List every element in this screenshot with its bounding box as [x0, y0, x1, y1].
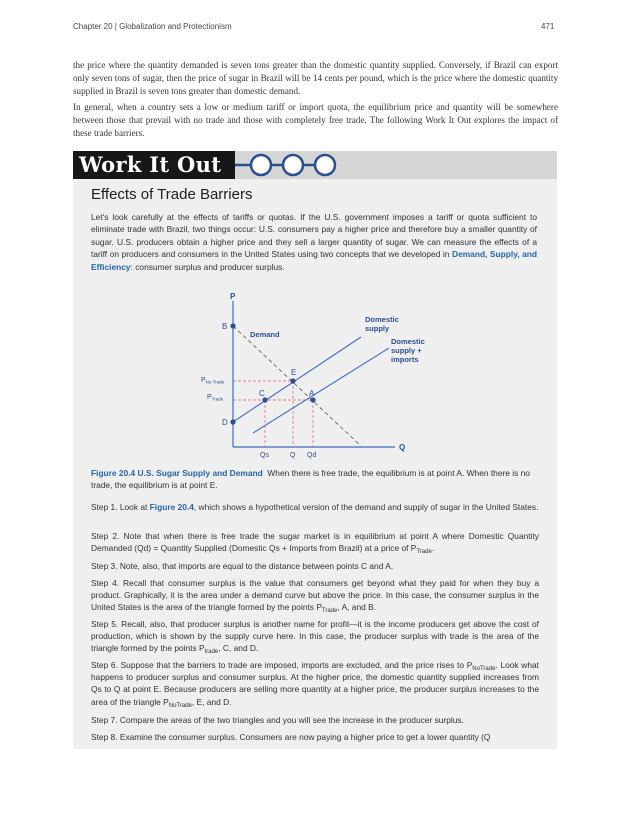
y-axis-label: P [230, 292, 236, 301]
step-2-sub: Trade [416, 549, 432, 556]
label-a: A [309, 389, 315, 398]
point-a [310, 397, 315, 402]
step-1-text-b: , which shows a hypothetical version of the demand and supply of sugar in the United States. [193, 502, 539, 512]
step-4-text-b: , A, and B. [337, 602, 377, 613]
step-4-text-a: Step 4. Recall that consumer surplus is the value that consumers get beyond what they paid for when they buy a product. Graphically, it is the area under a demand curve but above the price. In this case, the consumer surplus in the United States is the area of the triangle formed by the points P [91, 578, 539, 613]
link-figure-20-4[interactable]: Figure 20.4 [149, 502, 194, 512]
demand-curve [233, 326, 361, 446]
curve-label-demand: Demand [250, 330, 280, 339]
point-c [262, 397, 267, 402]
work-it-out-box [73, 151, 557, 749]
step-2 [91, 530, 539, 554]
x-axis-label: Q [399, 443, 406, 452]
step-7: Step 7. Compare the areas of the two triangles and you will see the increase in the producer surplus. [91, 715, 464, 725]
tick-qd: Qd [307, 452, 317, 459]
curve-label-supply-imports-2: supply + [391, 346, 422, 355]
running-header: Chapter 20 | Globalization and Protectionism [73, 22, 232, 31]
label-e: E [291, 368, 297, 377]
step-6 [91, 659, 539, 708]
step-1-text-a: Step 1. Look at [91, 502, 150, 512]
figure-caption-label: Figure 20.4 U.S. Sugar Supply and Demand [91, 468, 263, 478]
step-6-text-a: Step 6. Suppose that the barriers to trade are imposed, imports are excluded, and the price rises to P [91, 660, 473, 670]
curve-label-supply-imports-3: imports [391, 355, 419, 364]
label-c: C [259, 389, 265, 398]
work-it-out-title: Effects of Trade Barriers [91, 186, 253, 203]
work-it-out-banner [73, 151, 557, 179]
curve-label-domestic-supply-1: Domestic [365, 315, 399, 324]
curve-label-supply-imports-1: Domestic [391, 337, 425, 346]
step-5-text-b: , C, and D. [218, 643, 259, 654]
body-paragraph-1: the price where the quantity demanded is seven tons greater than the domestic quantity supplied. Conversely, if Brazil can export only seven tons of sugar, then the price of sugar in Brazil will be 14 cents per pound, which is the price where the domestic quantity supplied in Brazil is seven tons greater than domestic demand. [73, 60, 558, 96]
domestic-supply-curve [233, 337, 361, 422]
step-5 [91, 618, 539, 655]
tick-p-trade-main: P [207, 394, 212, 401]
step-5-text-a: Step 5. Recall, also, that producer surplus is another name for profit—it is the income producers get above the cost of production, which is shown by the supply curve here. In this case, the producer surplus with trade is the area of the triangle formed by the points P [91, 619, 539, 654]
curve-label-domestic-supply-2: supply [365, 324, 390, 333]
point-d [230, 419, 235, 424]
intro-text-b: : consumer surplus and producer surplus. [130, 261, 285, 272]
step-1 [91, 501, 539, 513]
tick-p-trade [207, 394, 224, 402]
intro-text-a: Let's look carefully at the effects of tariffs or quotas. If the U.S. government imposes a tariff or quota sufficient to eliminate trade with Brazil, two things occur: U.S. consumers pay a higher price and therefore buy a smaller quantity of sugar. U.S. producers obtain a higher price and they sell a larger quantity of sugar. We can measure the effects of a tariff on producers and consumers in the United States using two concepts that we developed in [91, 212, 537, 260]
figure-caption [91, 468, 541, 491]
page-number: 471 [541, 22, 555, 31]
work-it-out-label: Work It Out [73, 151, 235, 179]
label-d: D [222, 418, 228, 427]
step-6-text-b: . Look what happens to producer surplus and consumer surplus. At the higher price, the domestic quantity supplied increases from Qs to Q at point E. Because producers are selling more quantity at a higher price, the producer surplus increases to the area of the triangle P [91, 660, 539, 707]
link-demand-supply-efficiency[interactable]: Demand, Supply, and Efficiency [91, 249, 538, 272]
tick-p-no-trade-main: P [201, 377, 206, 384]
body-paragraph-2: In general, when a country sets a low or medium tariff or import quota, the equilibrium price and quantity will be somewhere between those that prevail with no trade and those with completely free trade. The following Work It Out explores the impact of these trade barriers. [73, 102, 558, 138]
tick-p-no-trade [201, 377, 225, 385]
point-b [230, 323, 235, 328]
step-2-text-a: Step 2. Note that when there is free trade the sugar market is in equilibrium at point A where Domestic Quantity Demanded (Qd) = Quantity Supplied (Domestic Qs + Imports from Brazil) at a price of P [91, 531, 539, 554]
tick-p-trade-sub: Trade [211, 396, 224, 402]
step-2-text-b: . [431, 543, 435, 554]
label-b: B [222, 322, 228, 331]
step-3: Step 3. Note, also, that imports are equal to the distance between points C and A. [91, 561, 394, 571]
step-6-sub-1: NoTrade [472, 666, 496, 672]
step-8: Step 8. Examine the consumer surplus. Consumers are now paying a higher price to get a lower quantity (Q [91, 732, 491, 742]
step-5-sub: trade [204, 649, 219, 656]
point-e [290, 378, 295, 383]
curve-label-supply-imports [391, 337, 427, 364]
supply-demand-chart [193, 289, 433, 464]
step-4 [91, 577, 539, 614]
step-6-text-c: , E, and D. [191, 696, 232, 707]
curve-label-domestic-supply [365, 315, 401, 333]
tick-qs: Qs [260, 452, 269, 459]
banner-circles-decoration [235, 153, 415, 177]
step-6-sub-2: NoTrade [168, 702, 192, 709]
figure-caption-text: When there is free trade, the equilibrium is at point A. When there is no trade, the equilibrium is at point E. [91, 468, 530, 490]
step-4-sub: Trade [321, 608, 338, 615]
tick-q: Q [290, 452, 296, 459]
intro-paragraph [91, 211, 537, 273]
tick-p-no-trade-sub: No Trade [205, 379, 225, 385]
supply-plus-imports-line [253, 348, 389, 433]
